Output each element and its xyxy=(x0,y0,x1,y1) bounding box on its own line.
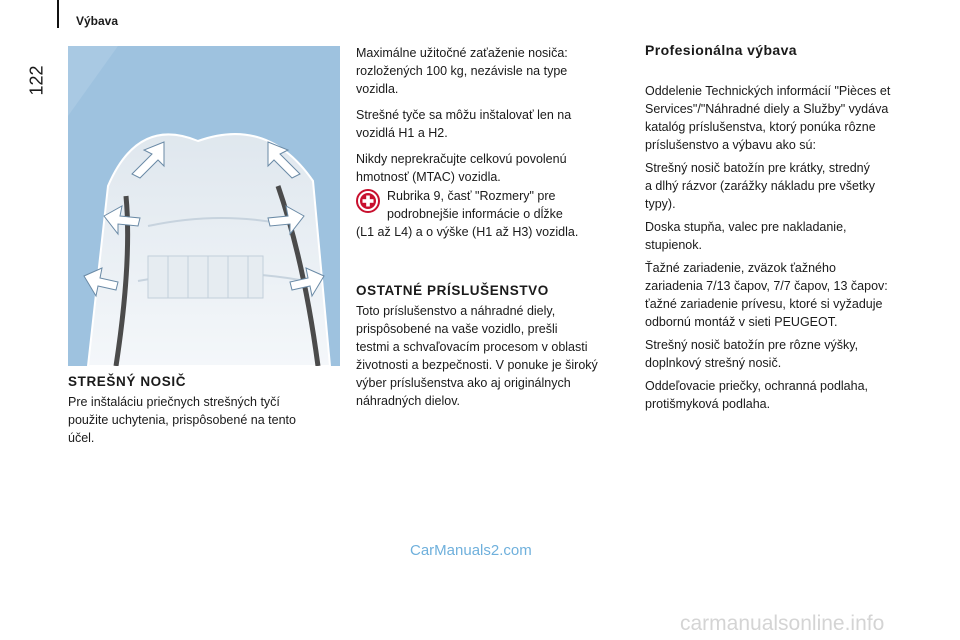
professional-paragraph xyxy=(645,82,925,154)
load-line: vozidla. xyxy=(356,82,399,96)
accessories-heading: OSTATNÉ PRÍSLUŠENSTVO xyxy=(356,283,549,298)
professional-line: stupienok. xyxy=(645,238,702,252)
accessories-line: Toto príslušenstvo a náhradné diely, xyxy=(356,304,556,318)
professional-column xyxy=(645,82,925,418)
accessories-line: životnosti a bezpečnosti. V ponuke je široký xyxy=(356,358,598,372)
professional-line: Strešný nosič batožín pre krátky, stredný xyxy=(645,161,870,175)
roof-rack-line: použite uchytenia, prispôsobené na tento xyxy=(68,413,296,427)
accessories-line: prispôsobené na vaše vozidlo, prešli xyxy=(356,322,558,336)
load-paragraph xyxy=(356,44,626,98)
accessories-line: výber príslušenstva ako aj originálnych xyxy=(356,376,571,390)
dimensions-note xyxy=(387,187,627,223)
plus-circle-icon xyxy=(356,189,380,213)
page-number: 122 xyxy=(26,65,47,96)
professional-line: ťažné zariadenie prívesu, ktoré si vyžaduje xyxy=(645,297,883,311)
roof-rack-text xyxy=(68,393,333,447)
professional-paragraph xyxy=(645,259,925,331)
watermark-link-bottom[interactable]: carmanualsonline.info xyxy=(680,612,885,635)
load-line: Nikdy neprekračujte celkovú povolenú xyxy=(356,152,567,166)
professional-paragraph xyxy=(645,336,925,372)
professional-paragraph xyxy=(645,218,925,254)
professional-line: Doska stupňa, valec pre nakladanie, xyxy=(645,220,847,234)
accessories-text xyxy=(356,302,631,410)
professional-line: Ťažné zariadenie, zväzok ťažného xyxy=(645,261,836,275)
professional-line: Services"/"Náhradné diely a Služby" vydáva xyxy=(645,102,889,116)
professional-line: a dlhý rázvor (zarážky nákladu pre všetky xyxy=(645,179,875,193)
accessories-line: náhradných dielov. xyxy=(356,394,461,408)
load-paragraph xyxy=(356,106,626,142)
note-line: Rubrika 9, časť "Rozmery" pre xyxy=(387,189,556,203)
roof-rack-line: účel. xyxy=(68,431,95,445)
load-line: vozidlá H1 a H2. xyxy=(356,126,448,140)
professional-line: Strešný nosič batožín pre rôzne výšky, xyxy=(645,338,859,352)
professional-line: odbornú montáž v sieti PEUGEOT. xyxy=(645,315,838,329)
professional-line: doplnkový strešný nosič. xyxy=(645,356,782,370)
professional-line: zariadenia 7/13 čapov, 7/7 čapov, 13 čapov: xyxy=(645,279,888,293)
roof-rack-line: Pre inštaláciu priečnych strešných tyčí xyxy=(68,395,280,409)
professional-line: Oddelenie Technických informácií "Pièces et xyxy=(645,84,891,98)
professional-line: príslušenstvo a výbavu ako sú: xyxy=(645,138,816,152)
load-paragraph xyxy=(356,150,626,186)
roof-rack-illustration xyxy=(68,46,340,366)
professional-line: Oddeľovacie priečky, ochranná podlaha, xyxy=(645,379,868,393)
accessories-line: testmi a schvaľovacím procesom v oblasti xyxy=(356,340,588,354)
professional-line: typy). xyxy=(645,197,676,211)
note-tail: (L1 až L4) a o výške (H1 až H3) vozidla. xyxy=(356,225,579,239)
professional-line: katalóg príslušenstva, ktorý ponúka rôzne xyxy=(645,120,876,134)
professional-paragraph xyxy=(645,377,925,413)
professional-line: protišmyková podlaha. xyxy=(645,397,771,411)
note-line: podrobnejšie informácie o dĺžke xyxy=(387,207,563,221)
load-column xyxy=(356,44,626,194)
load-line: hmotnosť (MTAC) vozidla. xyxy=(356,170,501,184)
professional-heading: Profesionálna výbava xyxy=(645,42,797,58)
roof-rack-heading: STREŠNÝ NOSIČ xyxy=(68,374,187,389)
side-rule xyxy=(57,0,59,28)
section-title: Výbava xyxy=(76,14,119,28)
professional-paragraph xyxy=(645,159,925,213)
load-line: Strešné tyče sa môžu inštalovať len na xyxy=(356,108,572,122)
load-line: Maximálne užitočné zaťaženie nosiča: xyxy=(356,46,568,60)
watermark-link-top[interactable]: CarManuals2.com xyxy=(410,542,532,559)
load-line: rozložených 100 kg, nezávisle na type xyxy=(356,64,568,78)
